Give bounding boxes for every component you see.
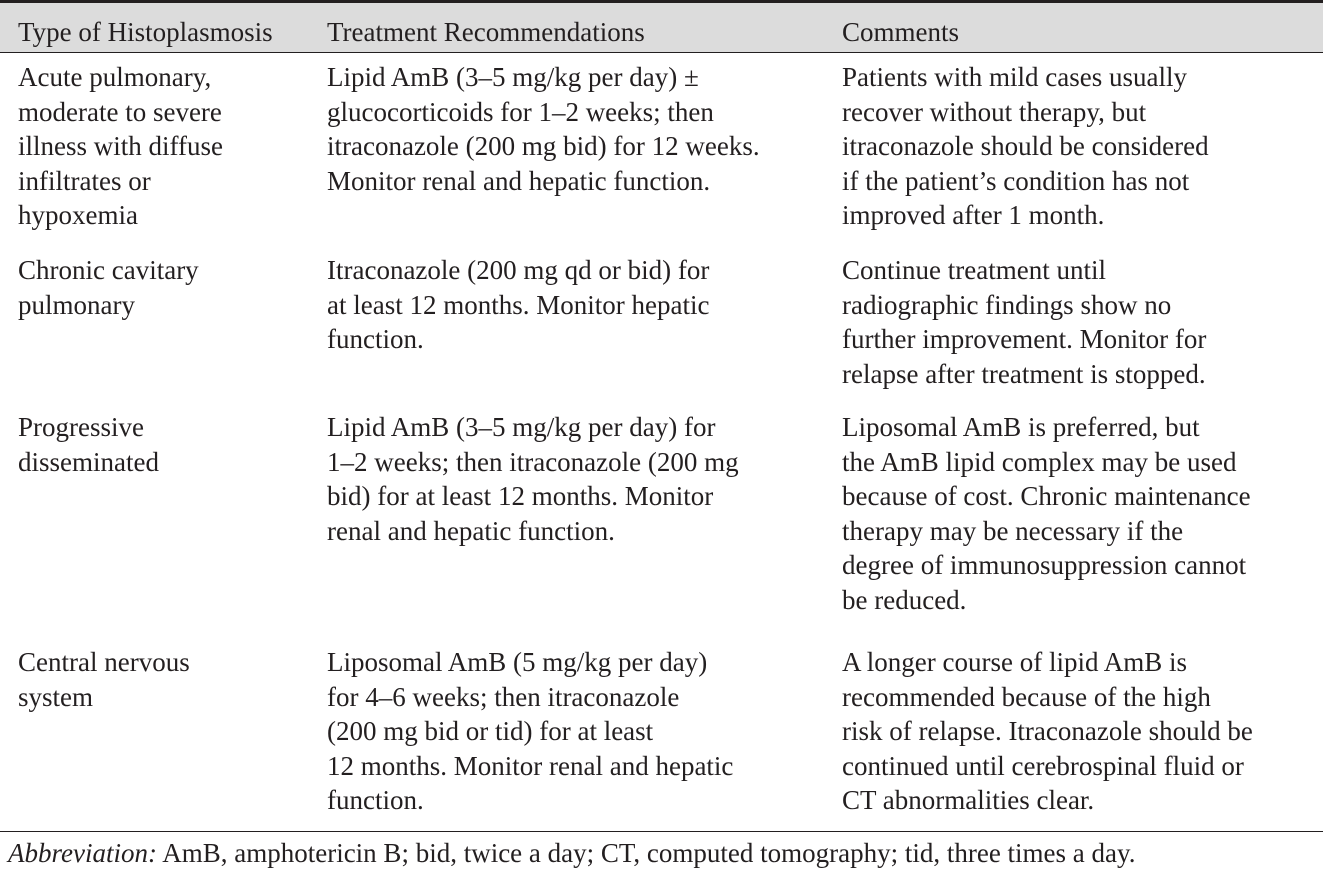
table-header-row [0,0,1323,52]
row-3-comments: Liposomal AmB is preferred, but the AmB lipid complex may be used because of cost. Chronic maintenance therapy may be necessary if the degree of immunosuppression cannot be reduced. [842,412,1251,615]
table-bottom-rule [0,831,1323,832]
row-1-treatment: Lipid AmB (3–5 mg/kg per day) ± glucocorticoids for 1–2 weeks; then itraconazole (200 mg bid) for 12 weeks. Monitor renal and hepatic function. [327,62,760,196]
row-1-type: Acute pulmonary, moderate to severe illness with diffuse infiltrates or hypoxemia [18,62,223,230]
row-2-comments: Continue treatment until radiographic findings show no further improvement. Monitor for relapse after treatment is stopped. [842,255,1207,389]
row-4-type: Central nervous system [18,647,190,712]
row-3-treatment: Lipid AmB (3–5 mg/kg per day) for 1–2 weeks; then itraconazole (200 mg bid) for at least 12 months. Monitor renal and hepatic function. [327,412,739,546]
row-4-treatment: Liposomal AmB (5 mg/kg per day) for 4–6 weeks; then itraconazole (200 mg bid or tid) for at least 12 months. Monitor renal and hepatic function. [327,647,734,815]
footnote-label: Abbreviation: [8,838,157,868]
header-treatment: Treatment Recommendations [327,17,645,47]
row-2-type: Chronic cavitary pulmonary [18,255,199,320]
header-divider [0,52,1323,53]
footnote-text: AmB, amphotericin B; bid, twice a day; CT, computed tomography; tid, three times a day. [156,838,1136,868]
header-type: Type of Histoplasmosis [18,17,273,47]
row-4-comments: A longer course of lipid AmB is recommended because of the high risk of relapse. Itraconazole should be continued until cerebrospinal fluid or CT abnormalities clear. [842,647,1253,815]
abbreviation-footnote [8,836,1136,870]
row-2-treatment: Itraconazole (200 mg qd or bid) for at least 12 months. Monitor hepatic function. [327,255,710,354]
header-comments: Comments [842,17,960,47]
row-3-type: Progressive disseminated [18,412,159,477]
row-1-comments: Patients with mild cases usually recover without therapy, but itraconazole should be considered if the patient’s condition has not improved after 1 month. [842,62,1209,230]
